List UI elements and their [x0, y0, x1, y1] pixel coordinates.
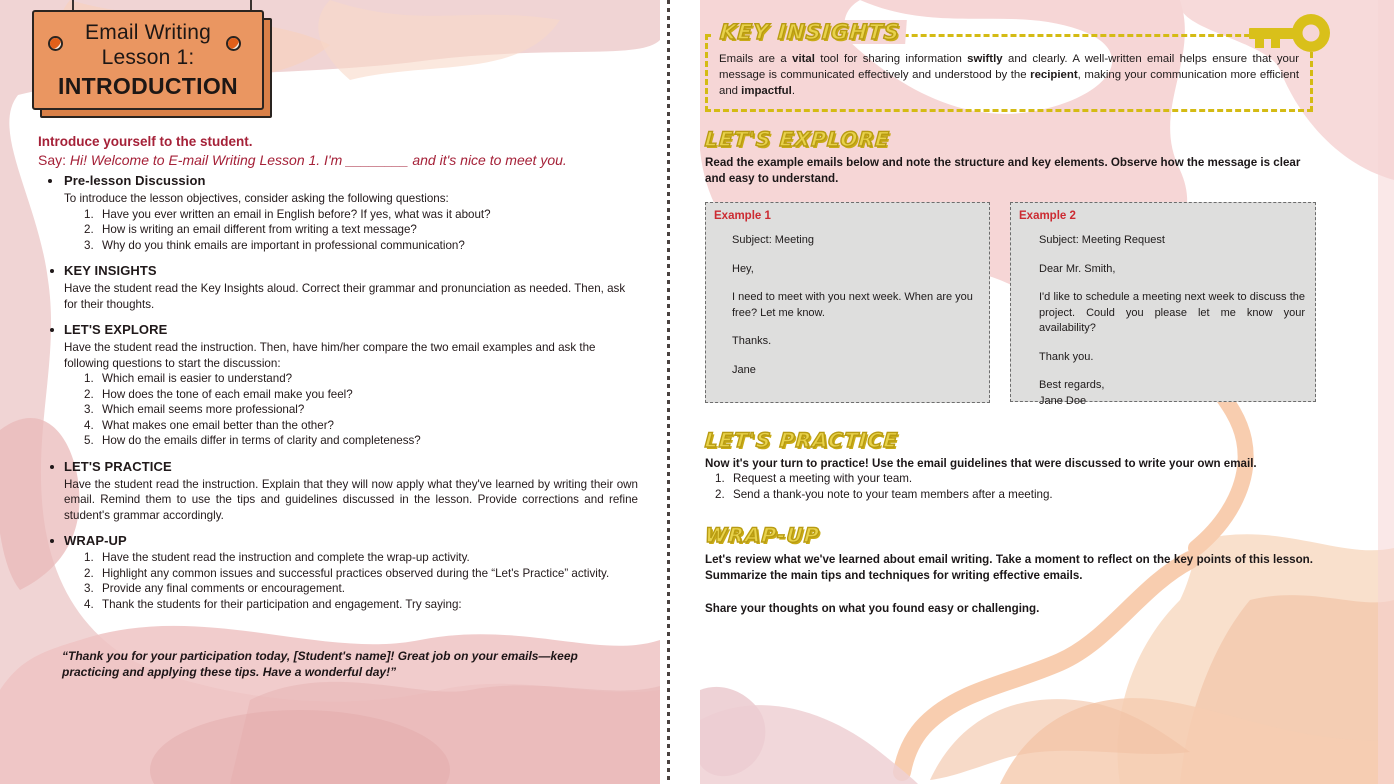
body-text: and clearly. A well-written email helps ensure that your message is communicated effectively and understood by the — [719, 53, 1299, 81]
lets-explore-subtitle: Read the example emails below and note the structure and key elements. Observe how the message is clear and easy to understand. — [705, 156, 1301, 185]
section-lead-text: Have the student read the instruction. Explain that they will now apply what they've learned by writing their own email. Remind them to use the tips and guidelines discussed in the lesson. Provide corrections and refine student's grammar accordingly. — [64, 477, 638, 522]
section-heading: WRAP-UP — [38, 532, 638, 550]
email-line: Subject: Meeting — [732, 234, 814, 246]
lets-practice-heading: LET'S PRACTICE — [704, 428, 900, 452]
title-line-3: INTRODUCTION — [58, 73, 238, 99]
emphasis-word: vital — [792, 53, 815, 65]
section-heading: LET'S EXPLORE — [38, 321, 638, 339]
emphasis-word: swiftly — [967, 53, 1003, 65]
right-column — [667, 0, 1394, 784]
email-line: Jane — [732, 363, 756, 376]
wrap-up-paragraph-2: Share your thoughts on what you found easy or challenging. — [705, 602, 1040, 615]
example-card-2 — [1010, 202, 1316, 407]
title-line-1: Email Writing — [85, 21, 211, 44]
section-ordered-list — [84, 207, 638, 254]
say-text: Hi! Welcome to E-mail Writing Lesson 1. I'm ________ and it's nice to meet you. — [69, 152, 567, 168]
lets-practice-list — [715, 471, 1315, 503]
email-line: Thanks. — [732, 335, 772, 347]
lesson-title-card — [32, 8, 272, 118]
title-line-2: Lesson 1: — [101, 46, 195, 69]
body-text: tool for sharing information — [814, 53, 968, 65]
email-line: I'd like to schedule a meeting next week to discuss the project. Could you please let me know your availability? — [1039, 291, 1305, 334]
closing-quote: “Thank you for your participation today, [Student's name]! Great job on your emails—keep practicing and applying these tips. Have a wonderful day!” — [62, 649, 578, 679]
pin-icon-right — [226, 36, 241, 51]
section-heading: LET'S PRACTICE — [38, 458, 638, 476]
section-lead-text: To introduce the lesson objectives, consider asking the following questions: — [64, 192, 449, 205]
example-1-title: Example 1 — [714, 210, 771, 222]
title-card-front — [32, 10, 264, 110]
key-insights-heading: KEY INSIGHTS — [713, 20, 907, 44]
email-line: Dear Mr. Smith, — [1039, 262, 1116, 275]
list-item: What makes one email better than the other? — [102, 418, 335, 432]
left-column — [0, 0, 667, 784]
section-ordered-list — [84, 550, 638, 612]
wrap-up-heading: WRAP-UP — [704, 523, 821, 547]
list-item: Provide any final comments or encouragement. — [102, 582, 345, 595]
wrap-up-paragraph-1: Let's review what we've learned about email writing. Take a moment to reflect on the key points of this lesson. Summarize the main tips and techniques for writing effective emails. — [705, 553, 1313, 582]
practice-item: Send a thank-you note to your team members after a meeting. — [733, 488, 1053, 501]
list-item: Highlight any common issues and successful practices observed during the “Let's Practice” activity. — [102, 566, 610, 580]
introduce-say-line — [38, 151, 638, 170]
body-text: . — [791, 84, 795, 97]
list-item: Have you ever written an email in English before? If yes, what was it about? — [102, 207, 491, 221]
say-label: Say: — [38, 152, 67, 168]
list-item: Which email is easier to understand? — [102, 372, 293, 385]
email-line: Thank you. — [1039, 350, 1094, 363]
practice-item: Request a meeting with your team. — [733, 472, 913, 485]
section-ordered-list — [84, 371, 638, 449]
key-insights-box — [705, 34, 1313, 112]
lets-practice-subtitle: Now it's your turn to practice! Use the email guidelines that were discussed to write your own email. — [705, 457, 1257, 470]
list-item: Thank the students for their participation and engagement. Try saying: — [102, 597, 462, 611]
emphasis-word: recipient — [1030, 68, 1078, 81]
emphasis-word: impactful — [741, 84, 792, 97]
list-item: Have the student read the instruction and complete the wrap-up activity. — [102, 551, 470, 564]
pin-icon-left — [48, 36, 63, 51]
body-text: , making your communication more efficient and — [719, 68, 1299, 97]
lesson-sections-list — [38, 172, 638, 612]
example-2-body — [1039, 233, 1305, 409]
email-line: Hey, — [732, 262, 754, 275]
list-item: Why do you think emails are important in professional communication? — [102, 238, 465, 252]
lets-explore-heading: LET'S EXPLORE — [704, 127, 891, 151]
example-1-body — [732, 233, 979, 378]
example-card-1 — [705, 202, 990, 403]
list-item: How do the emails differ in terms of clarity and completeness? — [102, 434, 421, 447]
section-heading: Pre-lesson Discussion — [38, 172, 638, 190]
list-item: Which email seems more professional? — [102, 403, 305, 416]
email-line: I need to meet with you next week. When are you free? Let me know. — [732, 291, 973, 319]
introduce-block — [38, 133, 638, 170]
example-2-title: Example 2 — [1019, 210, 1076, 222]
email-line: Best regards, Jane Doe — [1039, 379, 1105, 407]
section-heading: KEY INSIGHTS — [38, 262, 638, 280]
body-text: Emails are a — [719, 53, 793, 65]
section-lead-text: Have the student read the Key Insights aloud. Correct their grammar and pronunciation as needed. Then, ask for their thoughts. — [64, 282, 626, 311]
key-icon — [1249, 12, 1339, 60]
list-item: How is writing an email different from writing a text message? — [102, 223, 417, 236]
introduce-heading: Introduce yourself to the student. — [38, 134, 253, 149]
email-line: Subject: Meeting Request — [1039, 234, 1165, 246]
list-item: How does the tone of each email make you feel? — [102, 387, 353, 401]
examples-row — [705, 202, 1345, 407]
section-lead-text: Have the student read the instruction. Then, have him/her compare the two email examples and ask the following questions to start the discussion: — [64, 341, 596, 370]
